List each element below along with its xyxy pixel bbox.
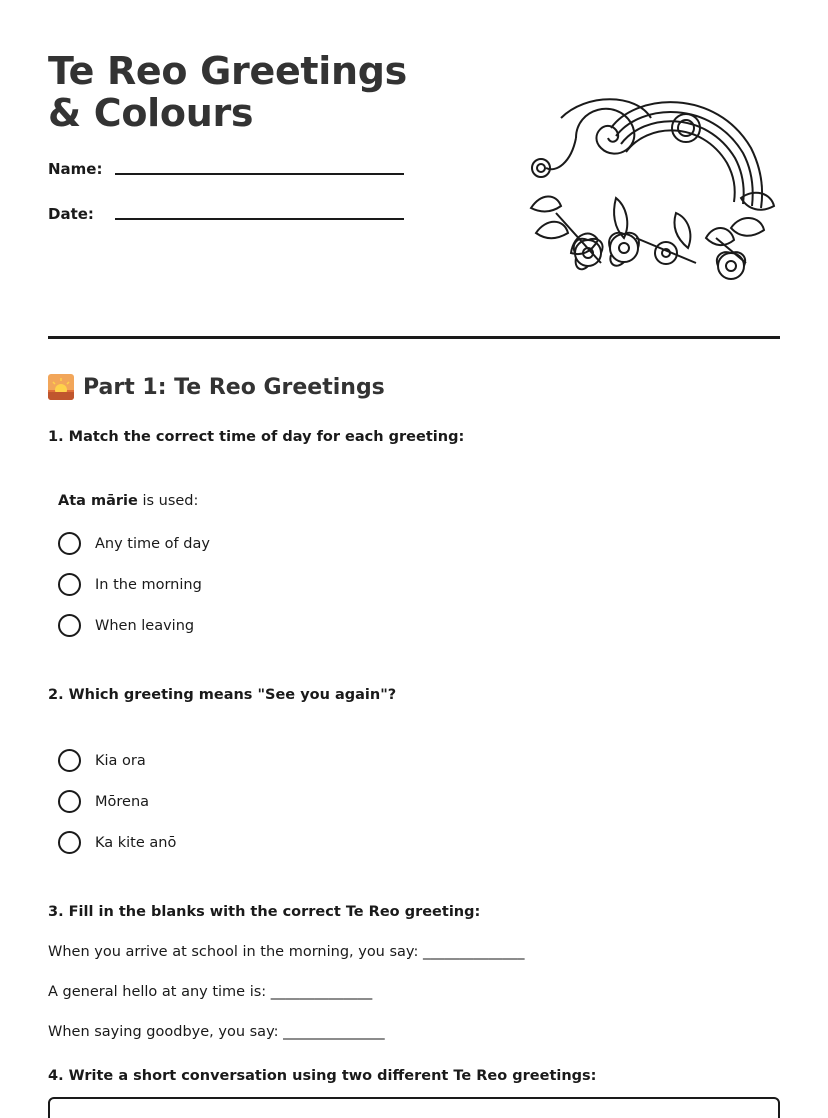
date-write-line [115,218,404,220]
radio-button[interactable] [58,573,81,596]
conversation-answer-box[interactable] [48,1097,780,1118]
option-label: Mōrena [95,793,150,810]
option-label: Ka kite anō [95,834,177,851]
koru-rainbow-flowers-illustration [516,88,776,288]
option-label: When leaving [95,617,195,634]
question-1-term: Ata mārie [58,493,138,509]
fill-blank-sentence: When you arrive at school in the morning, you say: ______________ [48,944,525,960]
q1-option-any-time[interactable] [58,532,210,555]
worksheet-title: Te Reo Greetings & Colours [48,49,407,135]
q1-option-leaving[interactable] [58,614,194,637]
radio-button[interactable] [58,790,81,813]
name-write-line [115,173,404,175]
q1-option-morning[interactable] [58,573,202,596]
question-1-prompt [58,493,198,509]
question-1-prompt-rest: is used: [137,493,199,509]
radio-button[interactable] [58,831,81,854]
date-label: Date: [48,205,94,223]
part1-title: Part 1: Te Reo Greetings [83,374,385,400]
q2-option-kia-ora[interactable] [58,749,146,772]
part1-heading [48,374,385,400]
option-label: Any time of day [95,535,210,552]
question-1-label: 1. Match the correct time of day for each greeting: [48,429,465,445]
date-field [48,205,94,223]
sunrise-icon [48,374,74,400]
name-field [48,160,102,178]
fill-blank-sentence: When saying goodbye, you say: ______________ [48,1024,385,1040]
worksheet-header [48,50,788,330]
option-label: In the morning [95,576,202,593]
radio-button[interactable] [58,532,81,555]
q2-option-ka-kite-ano[interactable] [58,831,176,854]
q2-option-morena[interactable] [58,790,149,813]
name-label: Name: [48,160,103,178]
radio-button[interactable] [58,614,81,637]
fill-blank-sentence: A general hello at any time is: ______________ [48,984,373,1000]
header-divider [48,336,780,339]
option-label: Kia ora [95,752,146,769]
question-2-label: 2. Which greeting means "See you again"? [48,687,397,703]
question-3-label: 3. Fill in the blanks with the correct Te Reo greeting: [48,904,481,920]
question-4-label: 4. Write a short conversation using two different Te Reo greetings: [48,1068,597,1084]
radio-button[interactable] [58,749,81,772]
